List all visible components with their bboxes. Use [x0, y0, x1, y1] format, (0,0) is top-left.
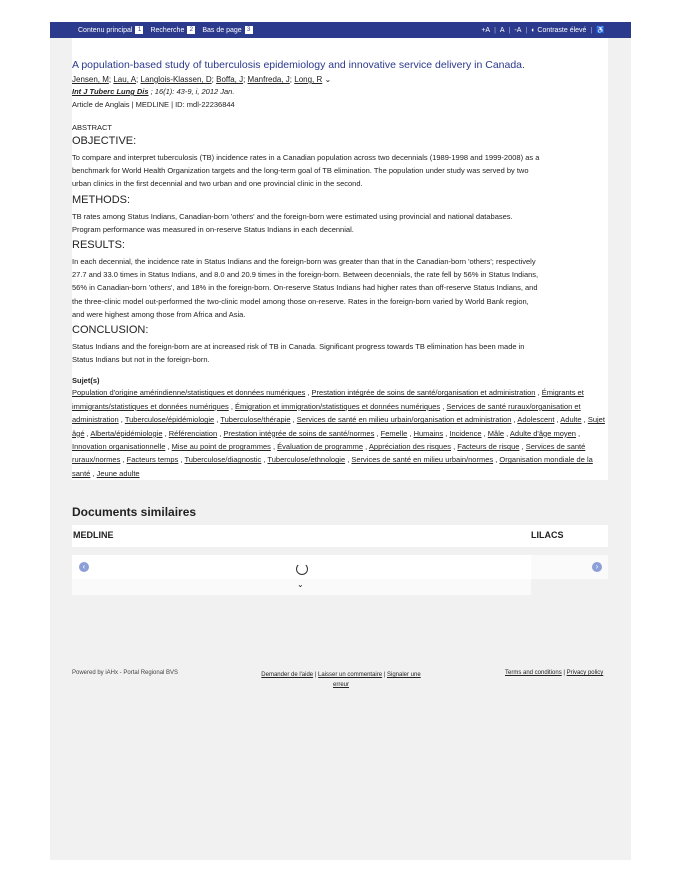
- section-heading: METHODS:: [72, 193, 131, 206]
- privacy-link[interactable]: Privacy policy: [566, 670, 604, 676]
- subject-separator: ,: [162, 428, 169, 438]
- terms-link[interactable]: Terms and conditions: [505, 670, 562, 676]
- section-heading: OBJECTIVE:: [72, 135, 137, 147]
- high-contrast-button[interactable]: ◐ Contraste élevé: [531, 26, 587, 34]
- subject-link[interactable]: Adulte d'âge moyen: [509, 428, 576, 438]
- font-increase-button[interactable]: +A: [481, 26, 491, 34]
- divider: |: [494, 26, 496, 34]
- journal-details: ; 16(1): 43-9, i, 2012 Jan.: [148, 87, 235, 96]
- subject-link[interactable]: Adolescent: [517, 415, 555, 425]
- subject-separator: ,: [270, 442, 278, 452]
- main-content: [72, 38, 608, 480]
- subject-separator: ,: [407, 428, 414, 438]
- skip-link-key: 1: [135, 26, 143, 34]
- abstract-section-methods: [72, 193, 608, 236]
- subject-separator: ,: [290, 415, 297, 425]
- journal-link[interactable]: Int J Tuberc Lung Dis: [72, 87, 149, 96]
- report-error-link[interactable]: Signaler une erreur: [332, 672, 421, 688]
- subject-link[interactable]: Tuberculose/épidémiologie: [124, 415, 215, 425]
- similar-documents-carousel: [72, 555, 531, 595]
- skip-link-search[interactable]: [150, 26, 195, 34]
- subject-separator: ,: [363, 442, 369, 452]
- subject-separator: ,: [535, 388, 542, 398]
- article-title[interactable]: A population-based study of tuberculosis epidemiology and innovative service delivery in Canada.: [72, 59, 525, 71]
- footer-feedback-links: Demander de l'aide | Laisser un commentaire | Signaler une erreur: [261, 672, 421, 688]
- subject-separator: ,: [217, 428, 224, 438]
- skip-link-main-content[interactable]: [78, 26, 143, 34]
- subject-separator: ,: [305, 388, 312, 398]
- subject-separator: ,: [178, 455, 185, 465]
- carousel-prev-icon[interactable]: ‹: [79, 562, 89, 572]
- subject-link[interactable]: Services de santé ruraux/organisation et administration: [72, 401, 581, 425]
- author-list: Jensen, M; Lau, A; Langlois-Klassen, D; Boffa, J; Manfreda, J; Long, R ⌄: [72, 75, 332, 84]
- footer-legal-links: Terms and conditions | Privacy policy: [505, 670, 604, 676]
- subject-list: [72, 386, 608, 480]
- skip-link-footer[interactable]: [202, 26, 252, 34]
- subject-link[interactable]: Mise au point de programmes: [171, 442, 271, 452]
- loading-spinner-icon: [296, 563, 308, 575]
- subject-link[interactable]: Alberta/épidémiologie: [90, 428, 163, 438]
- subject-link[interactable]: Population d'origine amérindienne/statistiques et données numériques: [72, 388, 306, 398]
- subjects-label: Sujet(s): [72, 376, 100, 386]
- author-link[interactable]: Langlois-Klassen, D: [140, 75, 212, 84]
- section-text: TB rates among Status Indians, Canadian-born 'others' and the foreign-born were estimated using provincial and national databases. Program performance was measured in on-reserve Status Indians in each decennial.: [72, 211, 513, 234]
- subject-link[interactable]: Référenciation: [168, 428, 218, 438]
- subject-link[interactable]: Facteurs de risque: [457, 442, 520, 452]
- divider: |: [508, 26, 511, 34]
- abstract-section-results: [72, 238, 608, 321]
- section-text: Status Indians and the foreign-born are at increased risk of TB in Canada. Significant progress towards TB elimination has been made in Status Indians but not in the foreign-born.: [72, 342, 525, 365]
- skip-link-label: Recherche: [150, 26, 185, 34]
- accessibility-icon[interactable]: ♿: [596, 27, 605, 34]
- subject-separator: ,: [504, 428, 510, 438]
- subject-separator: ,: [118, 415, 125, 425]
- chevron-down-icon[interactable]: ⌄: [297, 580, 304, 589]
- subject-separator: ,: [443, 428, 450, 438]
- subject-link[interactable]: Femelle: [380, 428, 408, 438]
- carousel-next-icon[interactable]: ›: [592, 562, 602, 572]
- section-heading: RESULTS:: [72, 239, 125, 252]
- author-link[interactable]: Jensen, M: [72, 75, 109, 84]
- subject-link[interactable]: Services de santé en milieu urbain/organisation et administration: [296, 415, 512, 425]
- subject-separator: ,: [519, 442, 526, 452]
- article-card: [72, 38, 608, 480]
- subject-separator: ,: [374, 428, 381, 438]
- subject-link[interactable]: Sujet âgé: [72, 415, 605, 438]
- help-link[interactable]: Demander de l'aide: [261, 672, 314, 678]
- subject-separator: ,: [214, 415, 221, 425]
- skip-link-key: 2: [187, 26, 195, 34]
- subject-separator: ,: [84, 428, 91, 438]
- divider: |: [525, 26, 528, 34]
- section-heading: CONCLUSION:: [72, 324, 149, 337]
- database-header-row: [72, 525, 608, 547]
- accessibility-bar: [50, 22, 631, 38]
- database-lilacs: LILACS: [531, 530, 564, 540]
- subject-separator: ,: [345, 455, 352, 465]
- subject-separator: ,: [581, 415, 588, 425]
- subject-link[interactable]: Facteurs temps: [126, 455, 179, 465]
- skip-link-label: Contenu principal: [78, 26, 133, 34]
- subject-separator: ,: [493, 455, 500, 465]
- author-link[interactable]: Long, R: [294, 75, 323, 84]
- subject-link[interactable]: Tuberculose/diagnostic: [184, 455, 262, 465]
- subject-separator: ,: [120, 455, 127, 465]
- subject-link[interactable]: Innovation organisationnelle: [72, 442, 166, 452]
- subject-separator: ,: [228, 401, 236, 411]
- abstract-label: ABSTRACT: [72, 123, 113, 132]
- subject-link[interactable]: Émigration et immigration/statistiques et données numériques: [235, 401, 441, 411]
- comment-link[interactable]: Laisser un commentaire: [318, 672, 383, 678]
- subject-separator: ,: [481, 428, 488, 438]
- subject-link[interactable]: Jeune adulte: [96, 468, 140, 478]
- subject-link[interactable]: Organisation mondiale de la santé: [72, 455, 593, 478]
- author-link[interactable]: Boffa, J: [216, 75, 244, 84]
- skip-link-label: Bas de page: [202, 26, 242, 34]
- author-link[interactable]: Lau, A: [113, 75, 137, 84]
- font-normal-button[interactable]: A: [499, 26, 505, 34]
- section-text: To compare and interpret tuberculosis (TB) incidence rates in a Canadian population across two decennials (1989-1998 and 1999-2008) as a benchmark for World Health Organization targets and the long-term goal of TB elimination. The population under study was served by two urban clinics in the first decennial and two urban and one provincial clinic in the second.: [72, 153, 540, 189]
- subject-link[interactable]: Incidence: [449, 428, 482, 438]
- subject-link[interactable]: Mâle: [487, 428, 505, 438]
- footer-powered-by: Powered by iAHx - Portal Regional BVS: [72, 670, 179, 676]
- font-decrease-button[interactable]: -A: [514, 26, 522, 34]
- database-medline: MEDLINE: [73, 530, 114, 540]
- subject-separator: ,: [90, 468, 97, 478]
- subject-link[interactable]: Tuberculose/ethnologie: [267, 455, 346, 465]
- subject-separator: ,: [511, 415, 518, 425]
- skip-link-key: 3: [245, 26, 253, 34]
- subject-link[interactable]: Prestation intégrée de soins de santé/organisation et administration: [311, 388, 536, 398]
- abstract-section-conclusion: [72, 323, 608, 366]
- section-text: In each decennial, the incidence rate in Status Indians and the foreign-born was greater than that in the Canadian-born 'others'; respectively 27.7 and 33.0 times in Status Indians, and 8.0 and 20.9 times in the foreign-born. Between decennials, the rate fell by 56% in Status Indians, 56% in Canadian-born 'others', and 18% in the foreign-born. On-reserve Status Indians had higher rates than off-reserve Status Indians, and the three-clinic model out-performed the two-clinic model among those on-reserve. Rates in the foreign-born varied by World Bank region, and were highest among those from Africa and Asia.: [72, 257, 539, 319]
- chevron-down-icon[interactable]: ⌄: [324, 75, 332, 84]
- divider: |: [590, 26, 593, 34]
- subject-link[interactable]: Prestation intégrée de soins de santé/normes: [223, 428, 375, 438]
- subject-link[interactable]: Émigrants et immigrants/statistiques et données numériques: [72, 388, 584, 411]
- subject-link[interactable]: Services de santé en milieu urbain/normes: [351, 455, 494, 465]
- subject-separator: ,: [261, 455, 268, 465]
- subject-link[interactable]: Tuberculose/thérapie: [220, 415, 291, 425]
- subject-separator: ,: [554, 415, 561, 425]
- author-link[interactable]: Manfreda, J: [247, 75, 290, 84]
- subject-separator: ,: [440, 401, 447, 411]
- article-meta: Article de Anglais | MEDLINE | ID: mdl-22236844: [72, 100, 235, 109]
- subject-separator: ,: [575, 428, 581, 438]
- subject-separator: ,: [165, 442, 172, 452]
- journal-citation: [72, 86, 608, 98]
- subject-link[interactable]: Humains: [413, 428, 444, 438]
- subject-link[interactable]: Évaluation de programme: [277, 442, 364, 452]
- subject-link[interactable]: Services de santé ruraux/normes: [72, 442, 586, 465]
- similar-documents-title: Documents similaires: [72, 505, 197, 519]
- abstract-section-objective: [72, 134, 608, 191]
- subject-link[interactable]: Adulte: [560, 415, 582, 425]
- subject-separator: ,: [451, 442, 458, 452]
- subject-link[interactable]: Appréciation des risques: [368, 442, 452, 452]
